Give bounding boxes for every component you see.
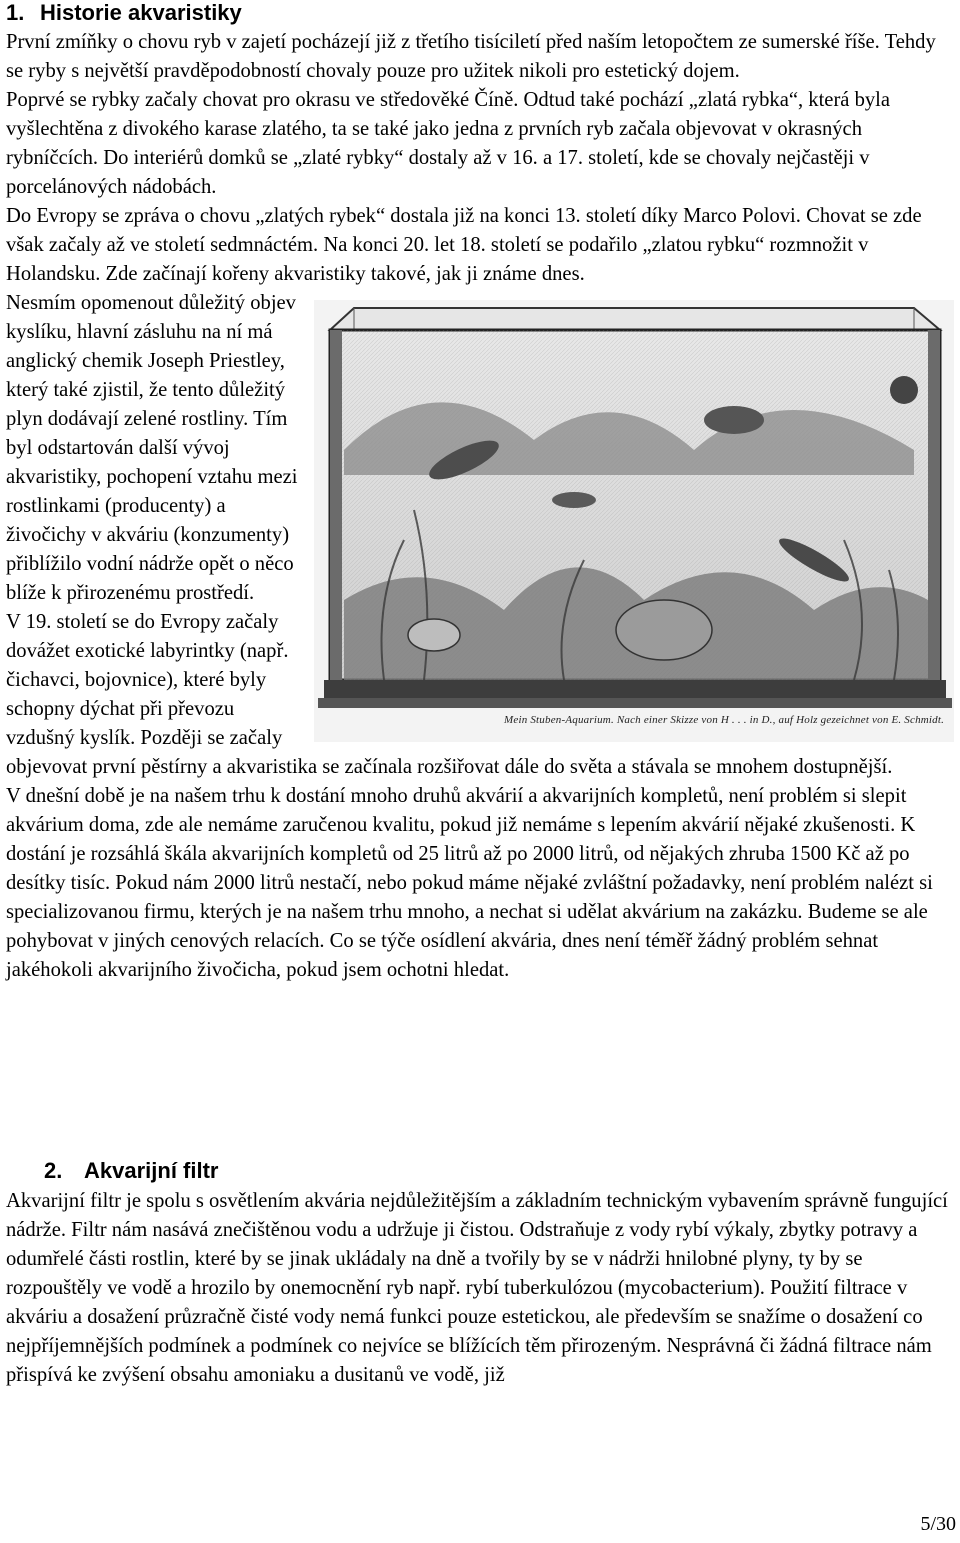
paragraph: První zmíňky o chovu ryb v zajetí pocházejí již z třetího tisíciletí před naším letopočtem ze sumerské říše. Tehdy se ryby s největší pravděpodobností chovaly pouze pro užitek nikoli pro estetický dojem.	[6, 31, 936, 82]
section-2-title: Akvarijní filtr	[84, 1158, 219, 1183]
paragraph: Akvarijní filtr je spolu s osvětlením akvária nejdůležitějším a základním technickým vybavením správně fungující nádrže. Filtr nám nasává znečištěnou vodu a udržuje ji čistou. Odstraňuje z vody rybí výkaly, zbytky potravy a odumřelé části rostlin, které by se jinak ukládaly na dně a tvořily by se v nádrži hnilobné plyny, ty by se rozpouštěly ve vodě a hrozilo by onemocnění ryb např. rybí tuberkulózou (mycobacterium). Použití filtrace v akváriu a dosažení průzračně čisté vody nemá funkci pouze estetickou, ale především se snažíme o dosažení co nejpříjemnějších podmínek a podmínek co nejvíce se blížících těm přirozeným. Nesprávná či žádná filtrace nám přispívá ke zvýšení obsahu amoniaku a dusitanů ve vodě, již	[6, 1190, 948, 1386]
section-1-title: Historie akvaristiky	[40, 0, 242, 25]
paragraph: Nesmím opomenout důležitý objev kyslíku, hlavní zásluhu na ní má anglický chemik Joseph Priestley, který také zjistil, že tento důležitý plyn dodávají zelené rostliny. Tím byl odstartován další vývoj akvaristiky, pochopení vztahu mezi rostlinkami (producenty) a živočichy v akváriu (konzumenty) přiblížilo vodní nádrže opět o něco blíže k přirozenému prostředí.	[6, 292, 298, 604]
paragraph: Do Evropy se zpráva o chovu „zlatých rybek“ dostala již na konci 13. století díky Marco Polovi. Chovat se zde však začaly až ve století sedmnáctém. Na konci 20. let 18. století se podařilo „zlatou rybku“ rozmnožit v Holandsku. Zde začínají kořeny akvaristiky takové, jak ji známe dnes.	[6, 205, 922, 285]
section-2-heading	[44, 1156, 218, 1185]
section-1-heading	[6, 0, 242, 27]
paragraph: Poprvé se rybky začaly chovat pro okrasu ve středověké Číně. Odtud také pochází „zlatá rybka“, která byla vyšlechtěna z divokého karase zlatého, ta se také jako jedna z prvních ryb začala objevovat v okrasných rybníčcích. Do interiérů domků se „zlaté rybky“ dostaly až v 16. a 17. století, kde se chovaly nejčastěji v porcelánových nádobách.	[6, 89, 891, 198]
figure-caption: Mein Stuben-Aquarium. Nach einer Skizze von H . . . in D., auf Holz gezeichnet von E. Schmidt.	[504, 714, 945, 726]
section-2-number: 2.	[44, 1158, 63, 1183]
section-1-body	[6, 28, 954, 985]
page-number: 5/30	[920, 1513, 956, 1535]
aquarium-engraving-figure	[314, 300, 954, 742]
paragraph: V 19. století se do Evropy začaly dovážet exotické labyrintky (např. čichavci, bojovnice), které byly schopny dýchat při převozu vzdušný kyslík. Později se začaly objevovat první pěstírny a akvaristika se začínala rozšiřovat dále do světa a stávala se mnohem dostupnější.	[6, 611, 893, 778]
section-2-body	[6, 1187, 956, 1390]
aquarium-illustration	[314, 300, 954, 742]
section-1-number: 1.	[6, 0, 25, 25]
paragraph: V dnešní době je na našem trhu k dostání mnoho druhů akvárií a akvarijních kompletů, není problém si slepit akvárium doma, zde ale nemáme zaručenou kvalitu, pokud již nemáme s lepením akvárií nějaké zkušenosti. K dostání je rozsáhlá škála akvarijních kompletů od 25 litrů až po 2000 litrů, od nějakých zhruba 1500 Kč až po desítky tisíc. Pokud nám 2000 litrů nestačí, nebo pokud máme nějaké zvláštní požadavky, není problém nalézt si specializovanou firmu, kterých je na našem trhu mnoho, a nechat si udělat akvárium na zakázku. Budeme se ale pohybovat v jiných cenových relacích. Co se týče osídlení akvária, dnes není téměř žádný problém sehnat jakéhokoli akvarijního živočicha, pokud jsem ochotni hledat.	[6, 785, 933, 981]
